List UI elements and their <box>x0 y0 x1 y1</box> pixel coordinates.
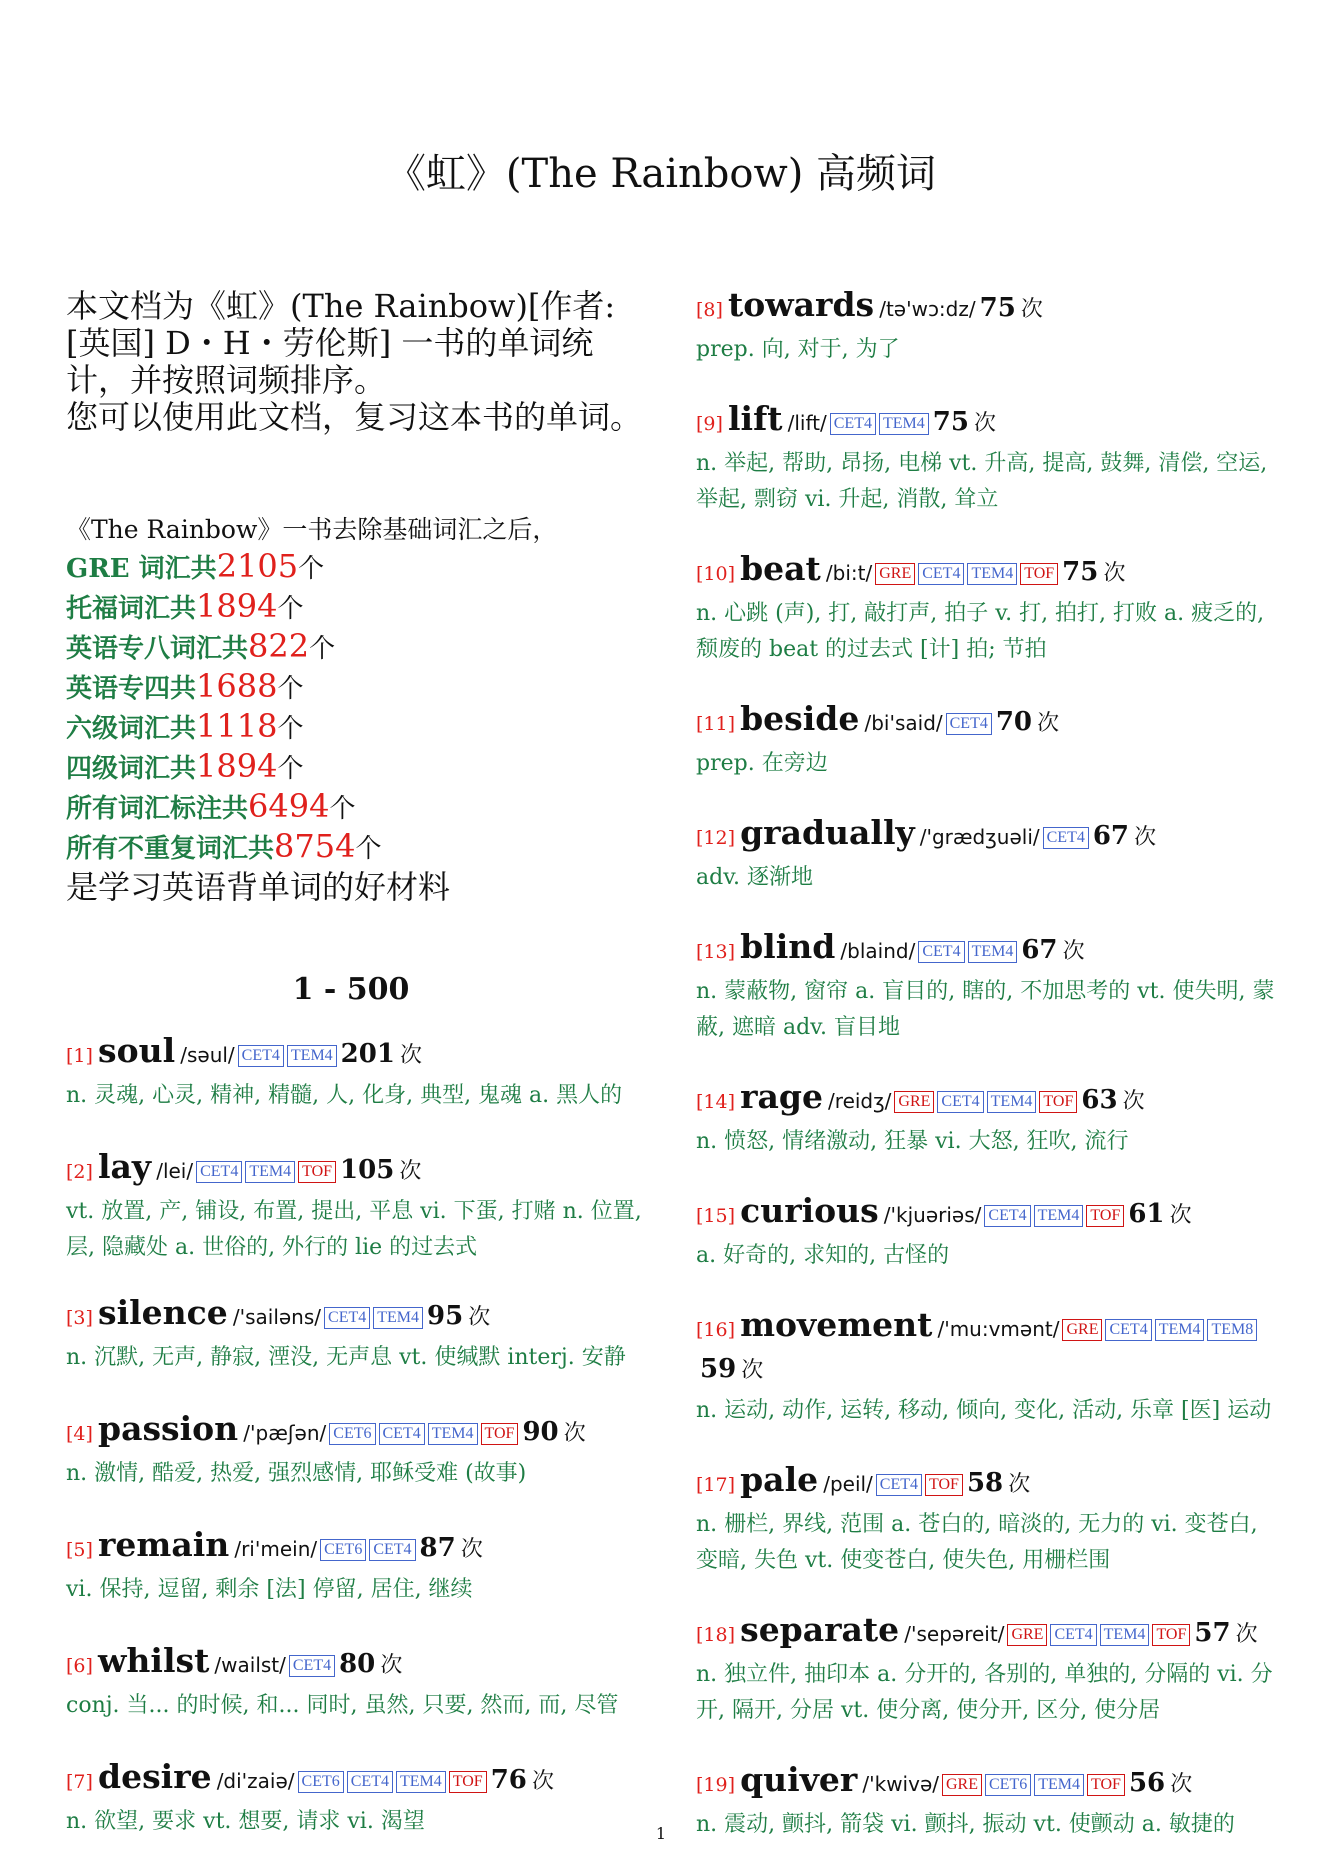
entry-phonetic: /peil/ <box>823 1472 873 1496</box>
exam-tag: CET4 <box>196 1161 242 1183</box>
word-entry <box>696 700 1276 782</box>
exam-tag: TEM4 <box>1034 1205 1084 1227</box>
word-entry <box>696 1192 1276 1274</box>
entry-word: desire <box>98 1757 212 1796</box>
entry-count: 67 <box>1021 935 1058 965</box>
entry-index: [7] <box>66 1771 93 1793</box>
entry-head <box>696 1461 1276 1505</box>
entry-word: beside <box>740 699 860 738</box>
exam-tag: CET4 <box>347 1771 393 1793</box>
exam-tag: TEM4 <box>879 413 929 435</box>
entry-phonetic: /'grædʒuəli/ <box>919 825 1040 849</box>
entry-definition: n. 蒙蔽物, 窗帘 a. 盲目的, 瞎的, 不加思考的 vt. 使失明, 蒙蔽, 遮暗 adv. 盲目地 <box>696 979 1275 1040</box>
entry-phonetic: /'kwivə/ <box>862 1772 939 1796</box>
word-entry <box>696 1611 1276 1729</box>
entry-phonetic: /'mu:vmənt/ <box>937 1317 1060 1341</box>
entry-count: 59 <box>700 1354 737 1384</box>
entry-count: 57 <box>1194 1618 1231 1648</box>
exam-tag: GRE <box>1007 1624 1047 1646</box>
stat-number: 1118 <box>196 707 278 745</box>
entry-head <box>696 814 1276 858</box>
entry-head <box>66 1032 656 1076</box>
entry-word: whilst <box>98 1641 210 1680</box>
stat-line <box>66 668 666 708</box>
stat-unit: 个 <box>277 714 304 744</box>
stats-lead: 《The Rainbow》一书去除基础词汇之后， <box>66 515 558 544</box>
entry-phonetic: /reidʒ/ <box>828 1089 892 1113</box>
entry-definition: vt. 放置, 产, 铺设, 布置, 提出, 平息 vi. 下蛋, 打赌 n. 位置, 层, 隐藏处 a. 世俗的, 外行的 lie 的过去式 <box>66 1199 642 1260</box>
entry-head <box>696 1611 1276 1655</box>
entry-phonetic: /lei/ <box>156 1159 194 1183</box>
exam-tag: CET4 <box>238 1045 284 1067</box>
entry-definition: n. 独立件, 抽印本 a. 分开的, 各别的, 单独的, 分隔的 vi. 分开, 隔开, 分居 vt. 使分离, 使分开, 区分, 使分居 <box>696 1662 1273 1723</box>
entry-head <box>66 1410 656 1454</box>
stat-label: 托福词汇共 <box>66 594 197 624</box>
entry-head <box>696 286 1276 330</box>
stat-unit: 个 <box>309 634 336 664</box>
stats-closing: 是学习英语背单词的好材料 <box>66 868 451 906</box>
entry-phonetic: /di'zaiə/ <box>216 1769 295 1793</box>
entry-definition: n. 沉默, 无声, 静寂, 湮没, 无声息 vt. 使缄默 interj. 安静 <box>66 1345 626 1370</box>
exam-tag: TOF <box>1087 1774 1125 1796</box>
count-unit: 次 <box>974 411 997 436</box>
exam-tag: TEM4 <box>1034 1774 1084 1796</box>
entry-head <box>66 1294 656 1338</box>
exam-tag: TOF <box>1020 563 1058 585</box>
intro-text-2: 您可以使用此文档，复习这本书的单词。 <box>66 398 643 436</box>
entry-index: [4] <box>66 1423 93 1445</box>
count-unit: 次 <box>1169 1203 1192 1228</box>
exam-tag: GRE <box>1062 1319 1102 1341</box>
exam-tag: CET4 <box>876 1474 922 1496</box>
exam-tag: TOF <box>1152 1624 1190 1646</box>
entry-phonetic: /bi'said/ <box>864 711 943 735</box>
stat-line <box>66 828 666 868</box>
exam-tag: TEM4 <box>967 563 1017 585</box>
exam-tag: TEM4 <box>1100 1624 1150 1646</box>
entry-count: 75 <box>1062 557 1099 587</box>
exam-tag: TOF <box>449 1771 487 1793</box>
entry-index: [13] <box>696 941 736 963</box>
entry-index: [15] <box>696 1205 736 1227</box>
entry-definition: n. 心跳 (声), 打, 敲打声, 拍子 v. 打, 拍打, 打败 a. 疲乏的, 颓废的 beat 的过去式 [计] 拍; 节拍 <box>696 601 1265 662</box>
entry-definition: prep. 向, 对于, 为了 <box>696 337 900 362</box>
count-unit: 次 <box>468 1305 491 1330</box>
word-entry <box>696 814 1276 896</box>
word-entry <box>696 1461 1276 1579</box>
right-column <box>696 286 1276 1875</box>
exam-tag: CET6 <box>985 1774 1031 1796</box>
entry-count: 90 <box>522 1417 559 1447</box>
exam-tag: TEM4 <box>968 941 1018 963</box>
word-entry <box>66 1148 656 1266</box>
entry-phonetic: /'pæʃən/ <box>243 1421 327 1445</box>
entry-count: 75 <box>932 407 969 437</box>
entry-definition: n. 激情, 酷爱, 热爱, 强烈感情, 耶稣受难 (故事) <box>66 1461 527 1486</box>
count-unit: 次 <box>1235 1622 1258 1647</box>
exam-tag: CET6 <box>329 1423 375 1445</box>
count-unit: 次 <box>563 1421 586 1446</box>
entry-count: 58 <box>966 1468 1004 1498</box>
count-unit: 次 <box>1008 1472 1031 1497</box>
entry-count: 80 <box>339 1649 376 1679</box>
entry-word: curious <box>740 1191 879 1230</box>
count-unit: 次 <box>1122 1089 1145 1114</box>
word-entry <box>696 550 1276 668</box>
exam-tag: TEM4 <box>428 1423 478 1445</box>
stat-unit: 个 <box>277 754 304 784</box>
exam-tag: GRE <box>942 1774 982 1796</box>
exam-tag: CET4 <box>324 1307 370 1329</box>
entry-head <box>696 928 1276 972</box>
word-entry <box>696 400 1276 518</box>
entry-index: [5] <box>66 1539 93 1561</box>
count-unit: 次 <box>1103 561 1126 586</box>
entry-count: 95 <box>427 1301 464 1331</box>
entry-word: lay <box>98 1147 152 1186</box>
stat-line <box>66 628 666 668</box>
count-unit: 次 <box>1020 297 1043 322</box>
exam-tag: CET4 <box>937 1091 983 1113</box>
entry-definition: n. 运动, 动作, 运转, 移动, 倾向, 变化, 活动, 乐章 [医] 运动 <box>696 1398 1272 1423</box>
entry-count: 75 <box>979 293 1016 323</box>
entry-index: [18] <box>696 1624 736 1646</box>
word-entry <box>66 1410 656 1492</box>
stat-number: 8754 <box>274 827 356 865</box>
stat-unit: 个 <box>277 674 304 704</box>
entry-phonetic: /'sepəreit/ <box>904 1622 1005 1646</box>
entry-head <box>696 1761 1276 1805</box>
entry-head <box>696 1306 1276 1391</box>
exam-tag: TEM8 <box>1207 1319 1257 1341</box>
stat-line <box>66 708 666 748</box>
exam-tag: TOF <box>481 1423 519 1445</box>
exam-tag: CET6 <box>320 1539 366 1561</box>
entry-definition: a. 好奇的, 求知的, 古怪的 <box>696 1243 950 1268</box>
entry-definition: conj. 当... 的时候, 和... 同时, 虽然, 只要, 然而, 而, 尽管 <box>66 1693 619 1718</box>
entry-definition: vi. 保持, 逗留, 剩余 [法] 停留, 居住, 继续 <box>66 1577 473 1602</box>
entry-count: 87 <box>419 1533 456 1563</box>
entry-word: blind <box>740 927 836 966</box>
entry-definition: n. 欲望, 要求 vt. 想要, 请求 vi. 渴望 <box>66 1809 425 1834</box>
stat-label: 英语专四共 <box>66 674 197 704</box>
entry-phonetic: /tə'wɔ:dz/ <box>879 297 976 321</box>
entry-word: separate <box>740 1610 900 1649</box>
exam-tag: TOF <box>1039 1091 1077 1113</box>
entry-phonetic: /'sailəns/ <box>232 1305 322 1329</box>
exam-tag: CET4 <box>289 1655 335 1677</box>
entry-word: beat <box>740 549 821 588</box>
stat-line <box>66 788 666 828</box>
exam-tag: TEM4 <box>287 1045 337 1067</box>
count-unit: 次 <box>380 1653 403 1678</box>
stat-unit: 个 <box>298 554 325 584</box>
exam-tag: CET4 <box>1050 1624 1096 1646</box>
vocabulary-stats <box>66 512 666 906</box>
page-number: 1 <box>655 1824 667 1843</box>
stat-unit: 个 <box>355 834 382 864</box>
count-unit: 次 <box>1170 1772 1193 1797</box>
stat-number: 6494 <box>248 787 330 825</box>
entry-count: 76 <box>490 1765 527 1795</box>
stat-number: 822 <box>248 627 310 665</box>
stat-unit: 个 <box>329 794 356 824</box>
entry-count: 70 <box>995 707 1033 737</box>
entry-word: remain <box>98 1525 230 1564</box>
word-entry <box>66 1526 656 1608</box>
entry-index: [10] <box>696 563 736 585</box>
stat-line <box>66 548 666 588</box>
entry-head <box>696 550 1276 594</box>
entry-count: 56 <box>1128 1768 1166 1798</box>
entry-index: [1] <box>66 1045 93 1067</box>
entry-index: [19] <box>696 1774 736 1796</box>
stat-unit: 个 <box>277 594 304 624</box>
intro-paragraph <box>66 288 656 436</box>
entry-word: quiver <box>740 1760 858 1799</box>
entry-head <box>696 400 1276 444</box>
entry-index: [3] <box>66 1307 93 1329</box>
stat-label: 所有不重复词汇共 <box>66 834 275 864</box>
entry-phonetic: /wailst/ <box>214 1653 286 1677</box>
stat-label: 六级词汇共 <box>66 714 197 744</box>
entry-head <box>696 1078 1276 1122</box>
exam-tag: GRE <box>894 1091 934 1113</box>
entry-definition: n. 举起, 帮助, 昂扬, 电梯 vt. 升高, 提高, 鼓舞, 清偿, 空运, 举起, 剽窃 vi. 升起, 消散, 耸立 <box>696 451 1268 512</box>
entry-head <box>66 1148 656 1192</box>
stat-line <box>66 588 666 628</box>
count-unit: 次 <box>531 1769 554 1794</box>
entry-definition: prep. 在旁边 <box>696 751 828 776</box>
entry-index: [11] <box>696 713 736 735</box>
stat-label: 四级词汇共 <box>66 754 197 784</box>
entry-definition: n. 灵魂, 心灵, 精神, 精髓, 人, 化身, 典型, 鬼魂 a. 黑人的 <box>66 1083 623 1108</box>
page-title: 《虹》(The Rainbow) 高频词 <box>385 151 937 197</box>
stat-number: 1688 <box>196 667 278 705</box>
entry-head <box>696 700 1276 744</box>
exam-tag: CET4 <box>946 713 992 735</box>
entry-word: lift <box>728 399 783 438</box>
stat-lines <box>66 548 666 868</box>
exam-tag: CET4 <box>830 413 876 435</box>
stat-number: 1894 <box>196 747 278 785</box>
entry-phonetic: /lift/ <box>787 411 827 435</box>
exam-tag: CET6 <box>298 1771 344 1793</box>
exam-tag: TOF <box>925 1474 963 1496</box>
range-heading: 1 - 500 <box>292 972 410 1007</box>
entry-head <box>66 1758 656 1802</box>
entry-count: 201 <box>340 1039 395 1069</box>
stat-number: 1894 <box>196 587 278 625</box>
entry-definition: n. 愤怒, 情绪激动, 狂暴 vi. 大怒, 狂吹, 流行 <box>696 1129 1129 1154</box>
exam-tag: TEM4 <box>396 1771 446 1793</box>
entry-head <box>696 1192 1276 1236</box>
exam-tag: CET4 <box>918 563 964 585</box>
entry-word: gradually <box>740 813 915 852</box>
word-entry <box>696 286 1276 368</box>
entry-index: [8] <box>696 299 723 321</box>
exam-tag: CET4 <box>379 1423 425 1445</box>
stat-label: GRE 词汇共 <box>66 554 217 584</box>
intro-text-1: 本文档为《虹》(The Rainbow)[作者: [英国] D・H・劳伦斯] 一书的单词统计，并按照词频排序。 <box>66 287 616 399</box>
entry-count: 105 <box>340 1155 395 1185</box>
exam-tag: TOF <box>298 1161 336 1183</box>
entry-phonetic: /blaind/ <box>840 939 916 963</box>
stat-label: 英语专八词汇共 <box>66 634 249 664</box>
entry-word: passion <box>98 1409 239 1448</box>
entry-count: 63 <box>1081 1085 1118 1115</box>
entry-index: [17] <box>696 1474 736 1496</box>
word-entry <box>66 1642 656 1724</box>
exam-tag: CET4 <box>369 1539 415 1561</box>
word-entry <box>696 1078 1276 1160</box>
entry-index: [12] <box>696 827 736 849</box>
count-unit: 次 <box>741 1358 764 1383</box>
count-unit: 次 <box>1134 825 1157 850</box>
entry-phonetic: /bi:t/ <box>825 561 873 585</box>
exam-tag: TEM4 <box>373 1307 423 1329</box>
entry-head <box>66 1642 656 1686</box>
count-unit: 次 <box>460 1537 483 1562</box>
word-entry <box>66 1032 656 1114</box>
count-unit: 次 <box>1062 939 1085 964</box>
entry-word: soul <box>98 1031 176 1070</box>
count-unit: 次 <box>399 1159 422 1184</box>
entry-index: [6] <box>66 1655 93 1677</box>
stat-number: 2105 <box>216 547 299 585</box>
entry-word: silence <box>98 1293 228 1332</box>
entry-index: [16] <box>696 1319 736 1341</box>
entry-word: rage <box>740 1077 823 1116</box>
entry-phonetic: /'kjuəriəs/ <box>883 1203 982 1227</box>
exam-tag: GRE <box>875 563 915 585</box>
word-entry <box>696 1306 1276 1429</box>
entry-word: towards <box>728 285 875 324</box>
exam-tag: TEM4 <box>245 1161 295 1183</box>
word-entry <box>66 1294 656 1376</box>
stat-label: 所有词汇标注共 <box>66 794 249 824</box>
entry-definition: n. 震动, 颤抖, 箭袋 vi. 颤抖, 振动 vt. 使颤动 a. 敏捷的 <box>696 1812 1235 1837</box>
exam-tag: CET4 <box>1105 1319 1151 1341</box>
entry-word: movement <box>740 1305 933 1344</box>
exam-tag: CET4 <box>1043 827 1089 849</box>
exam-tag: TEM4 <box>1155 1319 1205 1341</box>
entry-definition: adv. 逐渐地 <box>696 865 814 890</box>
exam-tag: CET4 <box>918 941 964 963</box>
entry-phonetic: /səul/ <box>180 1043 235 1067</box>
entry-index: [9] <box>696 413 723 435</box>
entry-index: [2] <box>66 1161 93 1183</box>
count-unit: 次 <box>1037 711 1060 736</box>
entry-count: 61 <box>1128 1199 1165 1229</box>
entry-head <box>66 1526 656 1570</box>
entry-word: pale <box>740 1460 819 1499</box>
entry-count: 67 <box>1092 821 1130 851</box>
left-column <box>66 1032 656 1874</box>
entry-index: [14] <box>696 1091 736 1113</box>
exam-tag: TOF <box>1086 1205 1124 1227</box>
exam-tag: CET4 <box>984 1205 1030 1227</box>
count-unit: 次 <box>400 1043 423 1068</box>
exam-tag: TEM4 <box>987 1091 1037 1113</box>
word-entry <box>696 928 1276 1046</box>
entry-definition: n. 栅栏, 界线, 范围 a. 苍白的, 暗淡的, 无力的 vi. 变苍白, 变暗, 失色 vt. 使变苍白, 使失色, 用栅栏围 <box>696 1512 1258 1573</box>
entry-phonetic: /ri'mein/ <box>234 1537 318 1561</box>
stat-line <box>66 748 666 788</box>
